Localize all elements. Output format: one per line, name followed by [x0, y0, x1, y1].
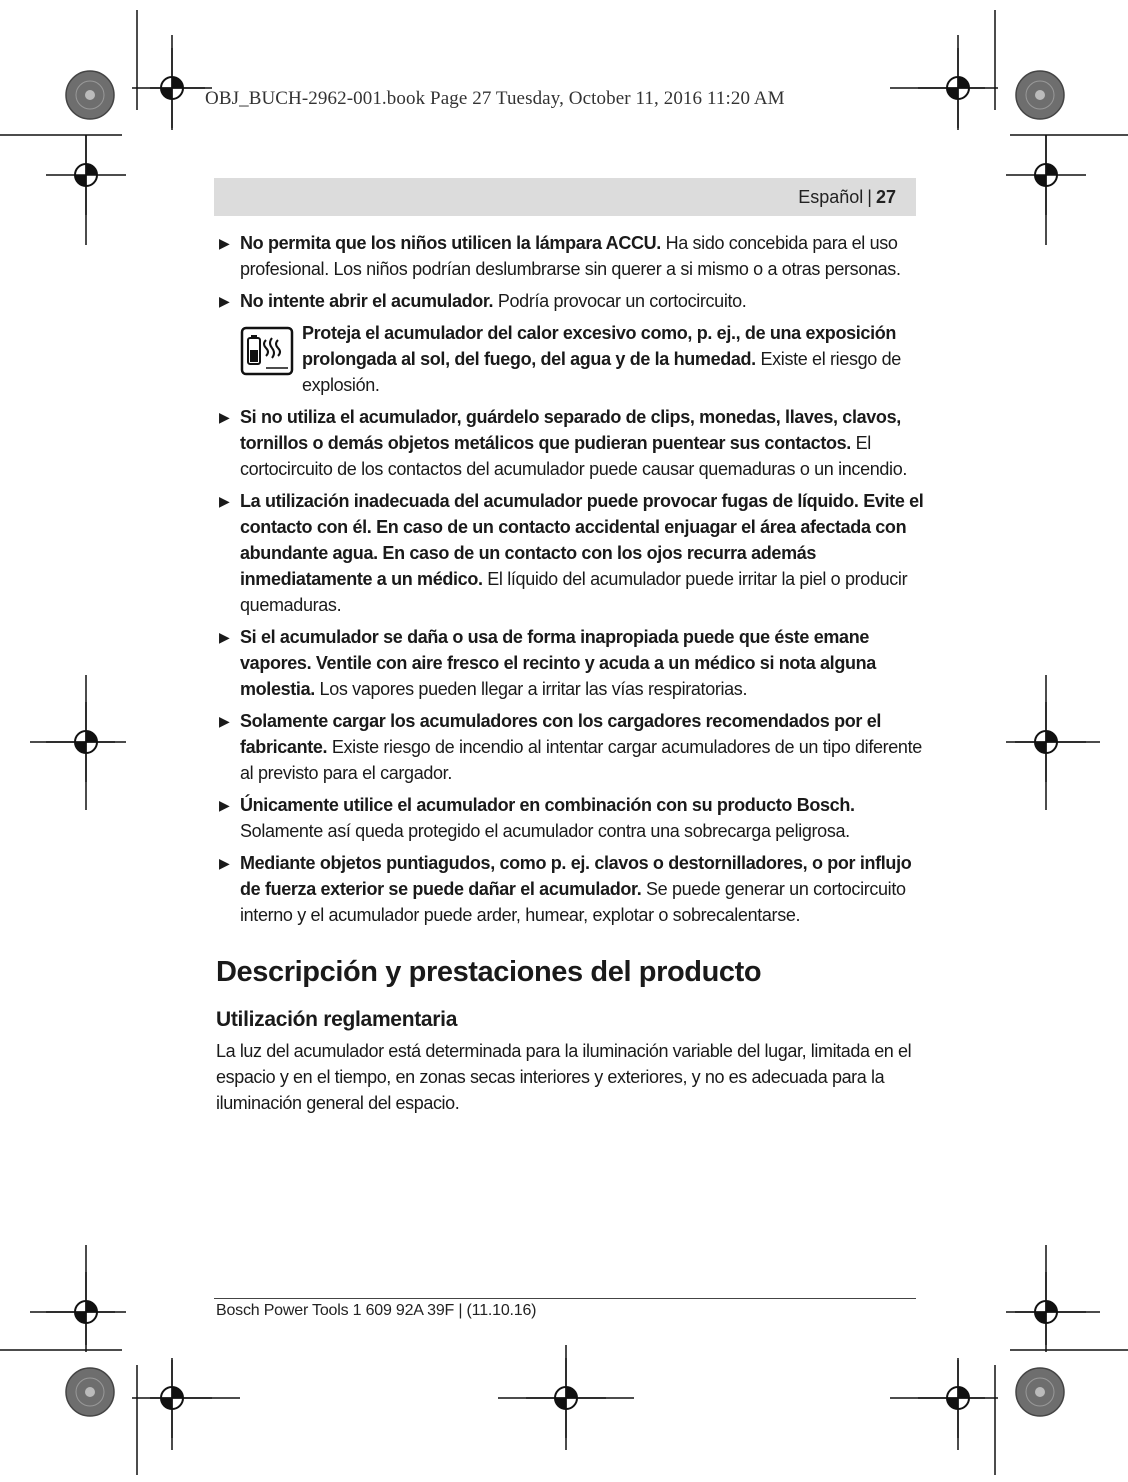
list-item [216, 488, 928, 618]
bullet-triangle-icon: ▶ [219, 855, 230, 871]
item-text: El líquido del acumulador puede irritar la piel o producir quemaduras. [240, 569, 908, 615]
item-bold-text: La utilización inadecuada del acumulador puede provocar fugas de líquido. Evite el contacto con él. En caso de un contacto accidental enjuagar el área afectada con abundante agua. En caso de un contacto con los ojos recurra además inmediatamente a un médico. [240, 491, 924, 589]
icon-warning-item [240, 320, 928, 398]
header-separator: | [867, 186, 872, 207]
item-text: Podría provocar un cortocircuito. [493, 291, 747, 311]
bullet-triangle-icon: ▶ [219, 235, 230, 251]
slug-line: OBJ_BUCH-2962-001.book Page 27 Tuesday, October 11, 2016 11:20 AM [205, 88, 785, 109]
item-text: Solamente así queda protegido el acumulador contra una sobrecarga peligrosa. [240, 821, 850, 841]
bullet-triangle-icon: ▶ [219, 293, 230, 309]
item-bold-text: No intente abrir el acumulador. [240, 291, 494, 311]
item-bold-text: Únicamente utilice el acumulador en combinación con su producto Bosch. [240, 795, 855, 815]
item-text: Existe riesgo de incendio al intentar cargar acumuladores de un tipo diferente al previsto para el cargador. [240, 737, 922, 783]
header-language: Español [798, 186, 864, 207]
page-footer: Bosch Power Tools 1 609 92A 39F | (11.10.16) [216, 1302, 537, 1319]
bullet-triangle-icon: ▶ [219, 713, 230, 729]
item-text: Se puede generar un cortocircuito interno y el acumulador puede arder, humear, explotar o sobrecalentarse. [240, 879, 906, 925]
footer-rule [214, 1298, 916, 1299]
item-bold-text: No permita que los niños utilicen la lámpara ACCU. [240, 233, 661, 253]
item-bold-text: Mediante objetos puntiagudos, como p. ej. clavos o destornilladores, o por influjo de fuerza exterior se puede dañar el acumulador. [240, 853, 912, 899]
body-paragraph: La luz del acumulador está determinada para la iluminación variable del lugar, limitada en el espacio y en el tiempo, en zonas secas interiores y exteriores, y no es adecuada para la iluminación general del espacio. [216, 1041, 912, 1113]
list-item [216, 850, 928, 928]
section-title: Descripción y prestaciones del producto [216, 956, 762, 988]
item-text: Los vapores pueden llegar a irritar las vías respiratorias. [314, 679, 748, 699]
item-bold-text: Solamente cargar los acumuladores con los cargadores recomendados por el fabricante. [240, 711, 882, 757]
page-content [216, 230, 928, 1116]
bullet-triangle-icon: ▶ [219, 629, 230, 645]
list-item [216, 708, 928, 786]
list-item [216, 624, 928, 702]
list-item [216, 230, 928, 282]
item-bold-text: Si no utiliza el acumulador, guárdelo separado de clips, monedas, llaves, clavos, tornillos o demás objetos metálicos que pudieran puentear sus contactos. [240, 407, 901, 453]
item-bold-text: Si el acumulador se daña o usa de forma inapropiada puede que éste emane vapores. Ventile con aire fresco el recinto y acuda a un médico si nota alguna molestia. [240, 627, 876, 699]
battery-heat-icon [240, 320, 302, 398]
bullet-triangle-icon: ▶ [219, 493, 230, 509]
item-text: Existe el riesgo de explosión. [302, 349, 901, 395]
list-item [216, 404, 928, 482]
list-item [216, 288, 928, 314]
page-number: 27 [875, 186, 896, 207]
icon-item-text [302, 320, 928, 398]
item-bold-text: Proteja el acumulador del calor excesivo como, p. ej., de una exposición prolongada al sol, del fuego, del agua y de la humedad. [302, 323, 897, 369]
bullet-triangle-icon: ▶ [219, 797, 230, 813]
subsection-title: Utilización reglamentaria [216, 1008, 458, 1031]
item-text: El cortocircuito de los contactos del acumulador puede causar quemaduras o un incendio. [240, 433, 908, 479]
bullet-triangle-icon: ▶ [219, 409, 230, 425]
list-item [216, 792, 928, 844]
item-text: Ha sido concebida para el uso profesional. Los niños podrían deslumbrarse sin querer a si mismo o a otras personas. [240, 233, 901, 279]
page-header [214, 178, 916, 216]
